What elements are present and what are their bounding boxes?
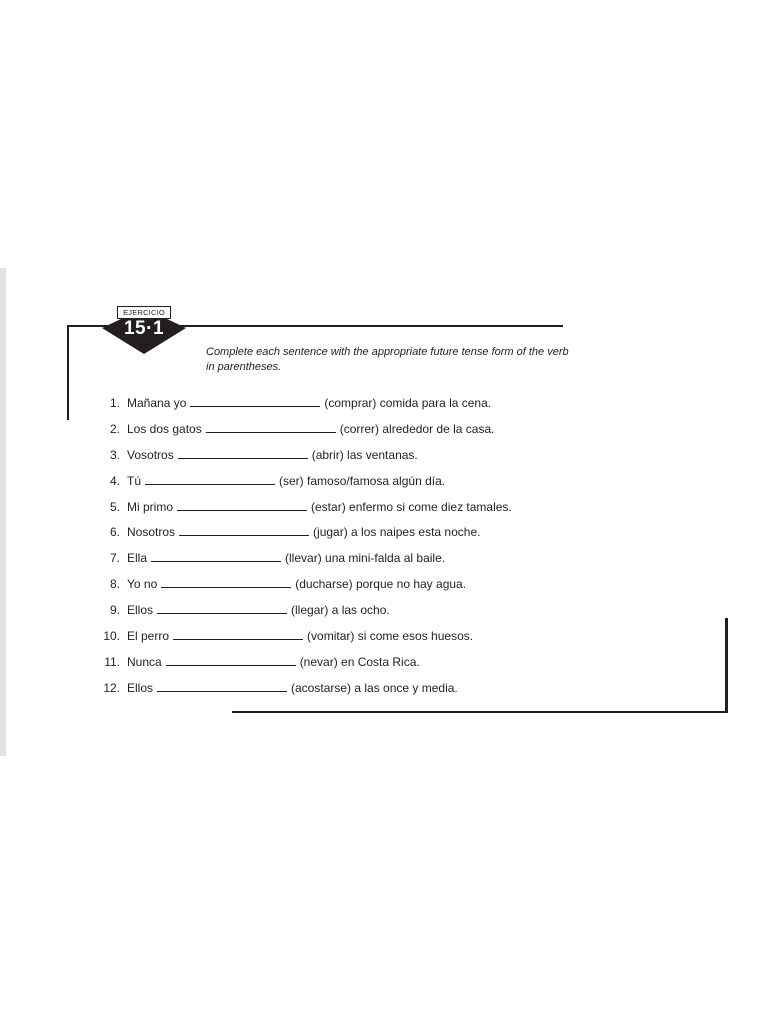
item-subject: El perro <box>127 629 170 644</box>
exercise-item <box>0 626 768 652</box>
exercise-item <box>0 574 768 600</box>
exercise-item <box>0 548 768 574</box>
exercise-number: 15·1 <box>123 318 165 339</box>
answer-blank[interactable] <box>206 419 336 433</box>
item-number: 10. <box>103 629 120 644</box>
item-number: 1. <box>109 396 120 410</box>
item-subject: Nosotros <box>127 525 176 540</box>
item-body <box>127 393 491 413</box>
item-number: 7. <box>109 551 120 566</box>
item-subject: Nunca <box>127 654 162 669</box>
exercise-item <box>0 678 768 704</box>
answer-blank[interactable] <box>161 574 291 588</box>
item-verb-prompt: (estar) enfermo si come diez tamales. <box>311 499 512 514</box>
exercise-item <box>0 522 768 548</box>
item-verb-prompt: (comprar) comida para la cena. <box>324 396 492 410</box>
item-body <box>127 678 458 698</box>
item-verb-prompt: (jugar) a los naipes esta noche. <box>313 525 481 540</box>
answer-blank[interactable] <box>157 600 287 614</box>
answer-blank[interactable] <box>179 522 309 536</box>
item-body <box>127 522 480 542</box>
instructions-line-1: Complete each sentence with the appropriate future tense form of the verb <box>206 346 569 358</box>
exercise-item <box>0 419 768 445</box>
item-subject: Ellos <box>127 680 154 695</box>
item-subject: Yo no <box>127 577 158 592</box>
item-subject: Los dos gatos <box>127 421 202 436</box>
item-subject: Mi primo <box>127 499 174 514</box>
answer-blank[interactable] <box>157 678 287 692</box>
item-subject: Ella <box>127 551 148 566</box>
item-body <box>127 626 473 646</box>
item-body <box>127 419 494 439</box>
item-verb-prompt: (nevar) en Costa Rica. <box>299 654 420 669</box>
instructions-line-2: in parentheses. <box>206 361 282 373</box>
exercise-item <box>0 497 768 523</box>
exercise-item <box>0 445 768 471</box>
item-verb-prompt: (acostarse) a las once y media. <box>291 680 458 695</box>
item-body <box>127 471 445 491</box>
exercise-item <box>0 471 768 497</box>
item-number: 8. <box>109 577 120 592</box>
exercise-label: EJERCICIO <box>117 306 171 319</box>
item-number: 9. <box>109 603 120 618</box>
item-verb-prompt: (llegar) a las ocho. <box>291 603 390 618</box>
item-verb-prompt: (abrir) las ventanas. <box>311 447 418 462</box>
answer-blank[interactable] <box>151 548 281 562</box>
item-body <box>127 445 418 465</box>
answer-blank[interactable] <box>178 445 308 459</box>
item-number: 4. <box>109 473 120 488</box>
item-verb-prompt: (correr) alrededor de la casa. <box>339 421 495 436</box>
item-number: 6. <box>109 525 120 540</box>
item-body <box>127 548 445 568</box>
item-subject: Ellos <box>127 603 154 618</box>
item-number: 5. <box>109 499 120 514</box>
frame-bottom-rule <box>232 711 727 713</box>
item-body <box>127 652 420 672</box>
item-body <box>127 574 466 594</box>
answer-blank[interactable] <box>166 652 296 666</box>
item-verb-prompt: (ducharse) porque no hay agua. <box>295 577 467 592</box>
exercise-item <box>0 600 768 626</box>
answer-blank[interactable] <box>173 626 303 640</box>
instructions <box>206 345 636 375</box>
exercise-items <box>0 393 768 704</box>
item-number: 11. <box>104 654 120 669</box>
item-number: 12. <box>103 680 120 695</box>
answer-blank[interactable] <box>190 393 320 407</box>
exercise-item <box>0 652 768 678</box>
item-verb-prompt: (vomitar) si come esos huesos. <box>307 629 474 644</box>
item-body <box>127 600 390 620</box>
item-body <box>127 497 512 517</box>
answer-blank[interactable] <box>177 497 307 511</box>
exercise-item <box>0 393 768 419</box>
item-subject: Tú <box>127 473 142 488</box>
answer-blank[interactable] <box>145 471 275 485</box>
item-verb-prompt: (llevar) una mini-falda al baile. <box>285 551 446 566</box>
item-subject: Vosotros <box>127 447 174 462</box>
item-verb-prompt: (ser) famoso/famosa algún día. <box>279 473 446 488</box>
item-number: 2. <box>109 421 120 436</box>
item-number: 3. <box>109 447 120 462</box>
item-subject: Mañana yo <box>127 396 187 410</box>
